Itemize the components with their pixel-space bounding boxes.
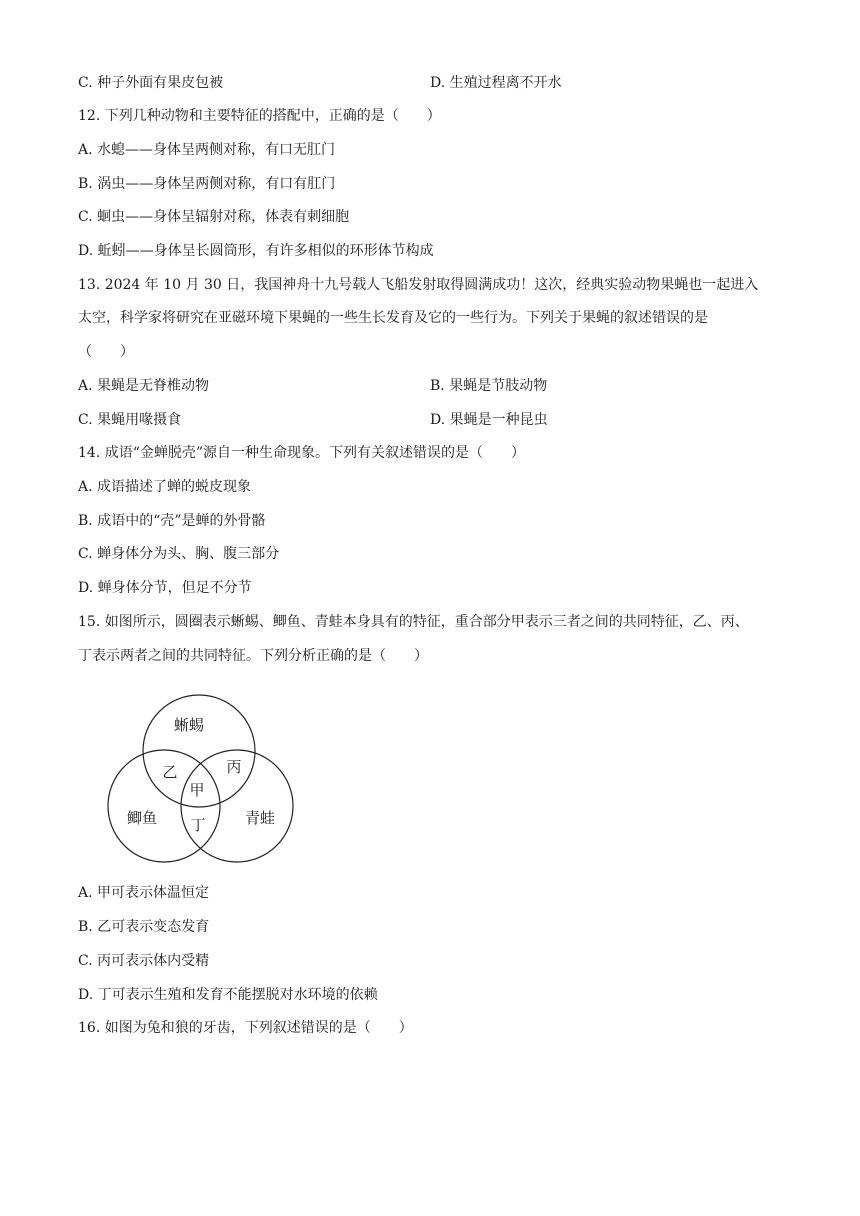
venn-label-center: 甲 xyxy=(189,781,205,799)
q13-option-a: A. 果蝇是无脊椎动物 xyxy=(78,378,210,394)
q12-stem: 12. 下列几种动物和主要特征的搭配中，正确的是（ ） xyxy=(78,108,441,124)
venn-diagram xyxy=(100,688,300,868)
q13-stem-line1: 13. 2024 年 10 月 30 日，我国神舟十九号载人飞船发射取得圆满成功！这次，经典实验动物果蝇也一起进入 xyxy=(78,277,759,293)
venn-label-top-left: 乙 xyxy=(162,763,178,781)
q13-stem-line2: 太空，科学家将研究在亚磁环境下果蝇的一些生长发育及它的一些行为。下列关于果蝇的叙述错误的是 xyxy=(78,310,708,326)
q15-option-d: D. 丁可表示生殖和发育不能摆脱对水环境的依赖 xyxy=(78,987,378,1003)
q11-option-c: C. 种子外面有果皮包被 xyxy=(78,75,224,91)
q14-option-a: A. 成语描述了蝉的蜕皮现象 xyxy=(78,479,252,495)
q12-option-c: C. 蛔虫——身体呈辐射对称，体表有刺细胞 xyxy=(78,209,350,225)
q15-option-c: C. 丙可表示体内受精 xyxy=(78,953,210,969)
q12-option-b: B. 涡虫——身体呈两侧对称，有口有肛门 xyxy=(78,176,336,192)
venn-label-bottom: 丁 xyxy=(190,816,206,834)
venn-label-frog: 青蛙 xyxy=(244,809,276,827)
q13-stem-line3: （ ） xyxy=(78,344,134,360)
venn-label-top-right: 丙 xyxy=(226,758,242,776)
q11-option-d: D. 生殖过程离不开水 xyxy=(430,75,562,91)
q14-option-d: D. 蝉身体分节，但足不分节 xyxy=(78,580,252,596)
q15-option-a: A. 甲可表示体温恒定 xyxy=(78,885,210,901)
q15-option-b: B. 乙可表示变态发育 xyxy=(78,919,210,935)
q12-option-d: D. 蚯蚓——身体呈长圆筒形，有许多相似的环形体节构成 xyxy=(78,243,434,259)
q13-option-c: C. 果蝇用喙摄食 xyxy=(78,412,182,428)
q14-stem: 14. 成语“金蝉脱壳”源自一种生命现象。下列有关叙述错误的是（ ） xyxy=(78,445,526,461)
q14-option-c: C. 蝉身体分为头、胸、腹三部分 xyxy=(78,546,280,562)
q15-stem-line2: 丁表示两者之间的共同特征。下列分析正确的是（ ） xyxy=(78,648,428,664)
venn-label-crucian: 鲫鱼 xyxy=(126,809,158,827)
q13-option-d: D. 果蝇是一种昆虫 xyxy=(430,412,548,428)
q15-stem-line1: 15. 如图所示，圆圈表示蜥蜴、鲫鱼、青蛙本身具有的特征，重合部分甲表示三者之间的共同特征，乙、丙、 xyxy=(78,614,749,630)
q12-option-a: A. 水螅——身体呈两侧对称，有口无肛门 xyxy=(78,142,336,158)
q13-option-b: B. 果蝇是节肢动物 xyxy=(430,378,548,394)
q16-stem: 16. 如图为兔和狼的牙齿，下列叙述错误的是（ ） xyxy=(78,1020,413,1036)
venn-label-lizard: 蜥蜴 xyxy=(173,716,205,734)
q14-option-b: B. 成语中的“壳”是蝉的外骨骼 xyxy=(78,513,266,529)
